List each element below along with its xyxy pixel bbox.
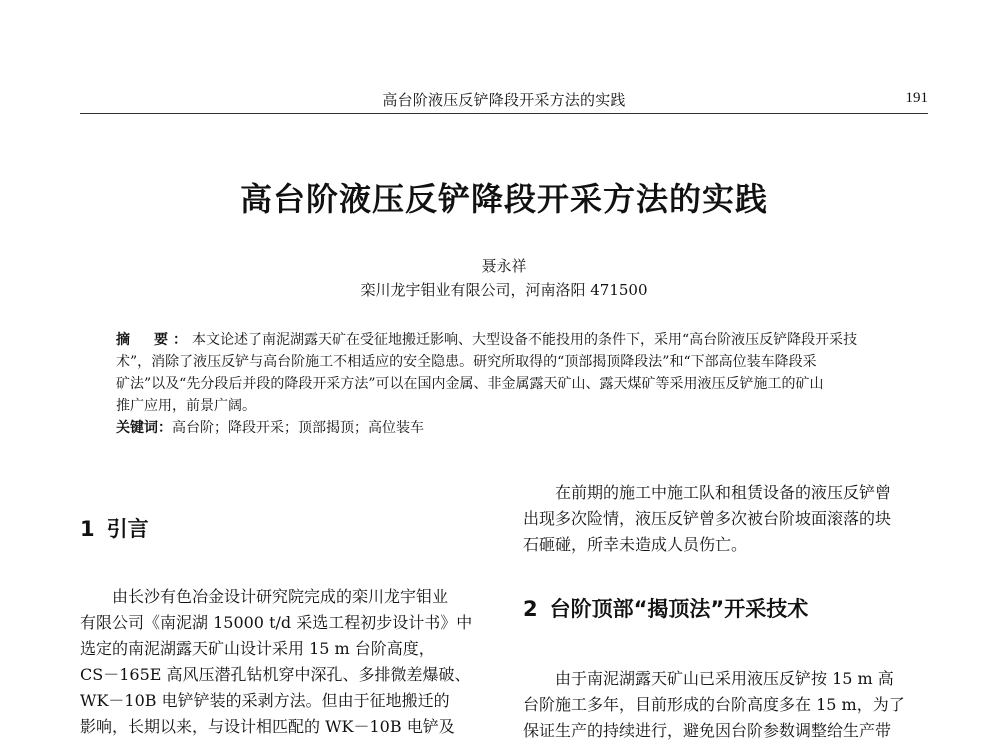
header-divider	[80, 113, 928, 114]
body-text-line: 台阶施工多年，目前形成的台阶高度多在 15 m，为了	[523, 695, 905, 714]
running-header	[80, 82, 928, 112]
keywords-text: 高台阶；降段开采；顶部揭顶；高位装车	[172, 420, 424, 436]
section-heading-top-method	[523, 594, 808, 624]
page-number: 191	[905, 90, 928, 106]
keywords-line	[116, 417, 898, 439]
body-text-line: 有限公司《南泥湖 15000 t/d 采选工程初步设计书》中	[80, 613, 473, 632]
abstract-text: 本文论述了南泥湖露天矿在受征地搬迁影响、大型设备不能投用的条件下，采用“高台阶液压反铲降段开采技	[192, 332, 858, 348]
abstract-line: 矿法”以及“先分段后并段的降段开采方法”可以在国内金属、非金属露天矿山、露天煤矿等采用液压反铲施工的矿山	[116, 376, 824, 392]
section-number: 2	[523, 597, 538, 621]
section-title: 引言	[106, 517, 149, 541]
abstract-line: 推广应用，前景广阔。	[116, 398, 256, 414]
body-text-line: 由长沙有色冶金设计研究院完成的栾川龙宇钼业	[112, 587, 449, 606]
introduction-paragraph	[80, 584, 490, 740]
abstract-label: 摘 要：	[116, 332, 192, 348]
body-text-line: 石砸碰，所幸未造成人员伤亡。	[523, 535, 748, 554]
body-text-line: CS－165E 高风压潜孔钻机穿中深孔、多排微差爆破、	[80, 665, 471, 684]
author-name: 聂永祥	[481, 257, 527, 275]
running-title: 高台阶液压反铲降段开采方法的实践	[382, 91, 626, 109]
section-title: 台阶顶部“揭顶法”开采技术	[549, 597, 809, 621]
body-text-line: 由于南泥湖露天矿山已采用液压反铲按 15 m 高	[555, 669, 894, 688]
body-text-line: 出现多次险情，液压反铲曾多次被台阶坡面滚落的块	[523, 509, 892, 528]
body-text-line: 选定的南泥湖露天矿山设计采用 15 m 台阶高度，	[80, 639, 435, 658]
author-affiliation: 栾川龙宇钼业有限公司，河南洛阳 471500	[360, 281, 648, 299]
body-text-line: 影响，长期以来，与设计相匹配的 WK－10B 电铲及	[80, 717, 455, 736]
section-heading-introduction	[80, 514, 149, 544]
keywords-label: 关键词：	[116, 420, 172, 436]
abstract-line	[116, 329, 898, 351]
abstract-block	[116, 329, 898, 439]
article-title: 高台阶液压反铲降段开采方法的实践	[239, 180, 768, 218]
section-number: 1	[80, 517, 95, 541]
body-text-line: 保证生产的持续进行，避免因台阶参数调整给生产带	[523, 721, 892, 740]
right-column-paragraph	[523, 480, 928, 558]
abstract-line: 术”，消除了液压反铲与高台阶施工不相适应的安全隐患。研究所取得的“顶部揭顶降段法”和“下部高位装车降段采	[116, 354, 817, 370]
body-text-line: WK－10B 电铲铲装的采剥方法。但由于征地搬迁的	[80, 691, 450, 710]
top-method-paragraph	[523, 666, 928, 744]
body-text-line: 在前期的施工中施工队和租赁设备的液压反铲曾	[555, 483, 892, 502]
